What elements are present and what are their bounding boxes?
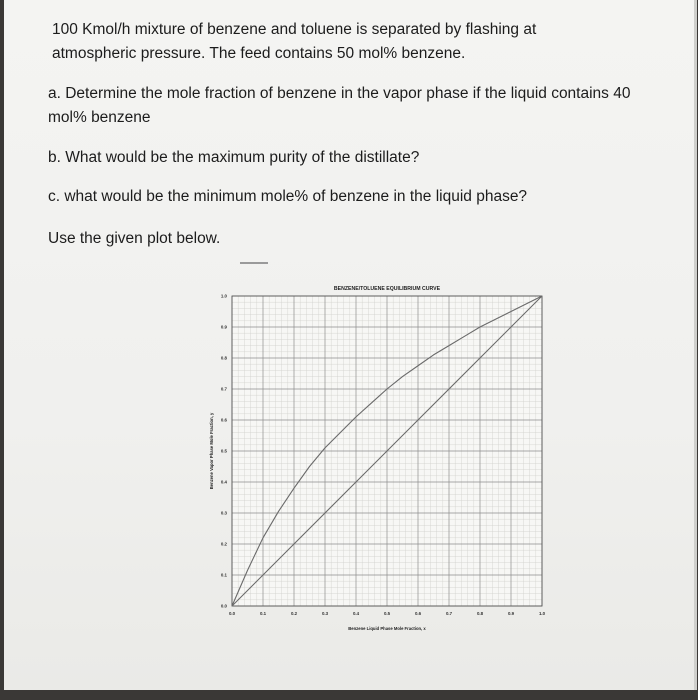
x-tick-label: 0.6 [414,611,422,616]
y-tick-label: 0.6 [220,417,227,423]
x-tick-label: 0.0 [228,611,236,616]
x-tick-label: 0.8 [476,611,484,616]
y-tick-label: 0.2 [220,541,227,547]
x-tick-label: 0.7 [445,611,453,616]
x-tick-label: 0.1 [259,611,267,616]
pencil-mark [240,262,268,264]
problem-intro: 100 Kmol/h mixture of benzene and toluene is separated by flashing at atmospheric pressure. The feed contains 50 mol% benzene. [52,21,537,62]
y-tick-label: 0.8 [220,355,227,361]
x-tick-label: 0.5 [383,611,391,616]
y-tick-label: 0.3 [220,510,227,516]
y-tick-label: 0.9 [220,324,227,330]
x-tick-label: 0.3 [321,611,329,616]
x-tick-label: 1.0 [538,611,546,616]
y-axis-label: Benzene Vapor Phase Mole Fraction, y [209,412,214,490]
x-tick-label: 0.4 [352,611,360,616]
instruction: Use the given plot below. [48,230,221,247]
y-tick-label: 1.0 [220,293,227,299]
chart-title: BENZENE/TOLUENE EQUILIBRIUM CURVE [333,286,441,292]
equilibrium-chart [196,280,556,640]
y-tick-label: 0.5 [220,448,227,454]
x-tick-label: 0.9 [507,611,515,616]
x-axis-label: Benzene Liquid Phase Mole Fraction, x [348,626,426,631]
y-tick-label: 0.0 [220,603,227,609]
x-tick-label: 0.2 [290,611,298,616]
question-c: c. what would be the minimum mole% of benzene in the liquid phase? [48,188,528,205]
question-a: a. Determine the mole fraction of benzene in the vapor phase if the liquid contains 40 mol% benzene [48,85,631,126]
y-tick-label: 0.4 [220,479,227,485]
y-tick-label: 0.1 [220,572,227,578]
chart-svg [196,280,556,640]
y-tick-label: 0.7 [220,386,227,392]
question-b: b. What would be the maximum purity of the distillate? [48,149,420,166]
